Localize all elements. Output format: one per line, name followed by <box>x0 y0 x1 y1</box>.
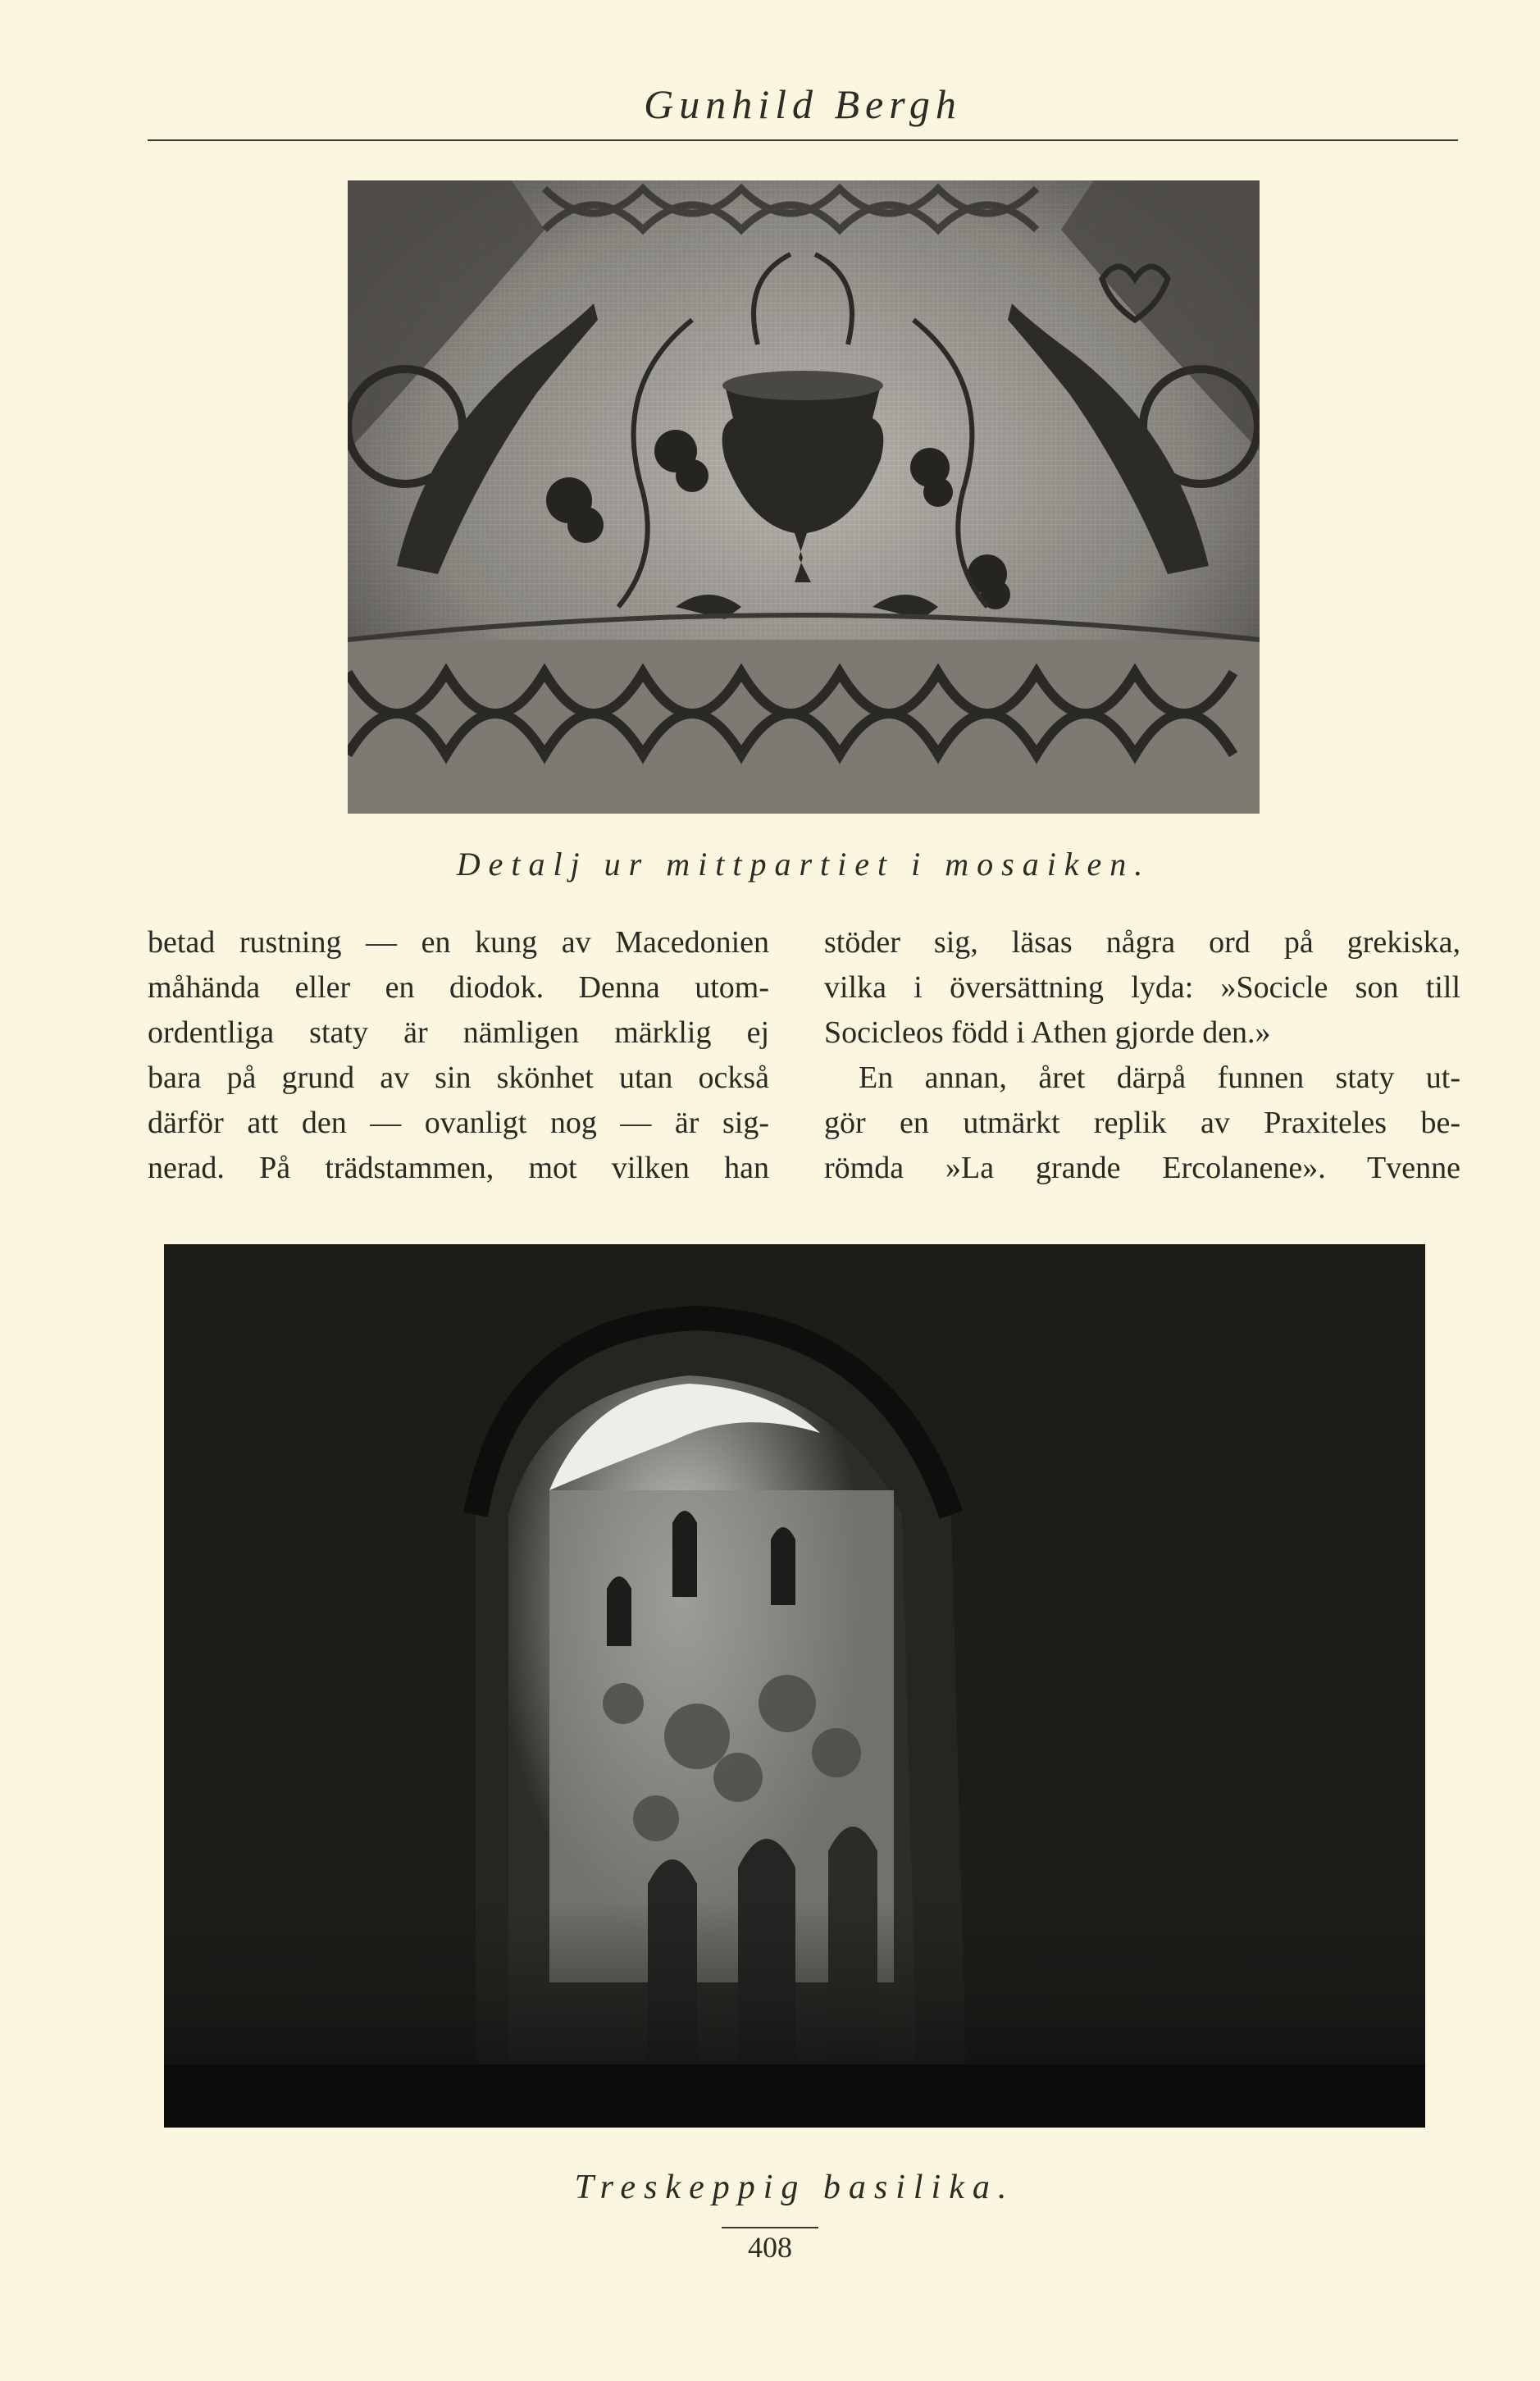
text-line: stöder sig, läsas några ord på grekiska, <box>824 925 1460 960</box>
figure-caption-mosaic: Detalj ur mittpartiet i mosaiken. <box>456 846 1151 883</box>
running-head: Gunhild Bergh <box>644 81 962 127</box>
page-number: 408 <box>722 2227 818 2265</box>
text-line: nerad. På trädstammen, mot vilken han <box>148 1151 769 1185</box>
text-column-left <box>148 920 769 1191</box>
text-line: måhända eller en diodok. Denna utom- <box>148 970 769 1005</box>
text-line: vilka i översättning lyda: »Socicle son till <box>824 970 1460 1005</box>
text-column-right <box>824 920 1460 1191</box>
text-line: betad rustning — en kung av Macedonien <box>148 925 769 960</box>
text-line: Socicleos född i Athen gjorde den.» <box>824 1015 1271 1050</box>
text-line: ordentliga staty är nämligen märklig ej <box>148 1015 769 1050</box>
figure-caption-basilica: Treskeppig basilika. <box>574 2169 1015 2206</box>
text-line: därför att den — ovanligt nog — är sig- <box>148 1106 769 1140</box>
text-line: En annan, året därpå funnen staty ut- <box>859 1061 1460 1095</box>
mosaic-photo <box>348 180 1260 814</box>
basilica-photo <box>164 1244 1425 2128</box>
text-line: römda »La grande Ercolanene». Tvenne <box>824 1151 1460 1185</box>
text-line: bara på grund av sin skönhet utan också <box>148 1061 769 1095</box>
text-line: gör en utmärkt replik av Praxiteles be- <box>824 1106 1460 1140</box>
header-rule <box>148 139 1458 141</box>
